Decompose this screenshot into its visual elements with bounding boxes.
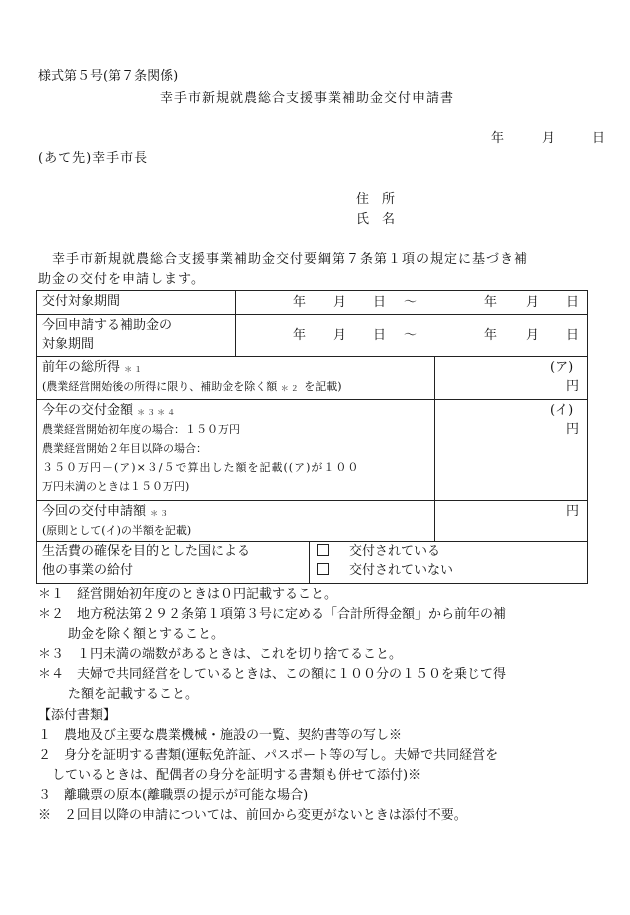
received-checkbox[interactable]: [317, 544, 329, 556]
request-mark: ＊３: [150, 509, 171, 518]
current-from-year: 年: [293, 328, 307, 343]
form-number: 様式第５号(第７条関係): [38, 69, 179, 84]
amount-line-4: 万円未満のときは１５０万円): [42, 480, 190, 493]
address-label: 住 所: [356, 192, 396, 207]
current-period-label-2: 対象期間: [42, 337, 95, 352]
note-2-line-1: ＊２ 地方税法第２９２条第１項第３号に定める「合計所得金額」から前年の補: [38, 607, 507, 622]
current-to-month: 月: [526, 328, 540, 343]
request-label: 今回の交付申請額 ＊３: [42, 504, 171, 519]
addressee: (あて先)幸手市長: [38, 151, 149, 166]
amount-unit: 円: [566, 422, 580, 437]
date-day: 日: [592, 131, 606, 146]
income-note-mark: ＊２: [280, 384, 301, 393]
amount-line-1: 農業経営開始初年度の場合：１５０万円: [42, 423, 240, 436]
date-month: 月: [542, 131, 556, 146]
other-benefit-label-2: 他の事業の給付: [42, 563, 134, 578]
current-to-year: 年: [484, 328, 498, 343]
note-3: ＊３ １円未満の端数があるときは、これを切り捨てること。: [38, 647, 403, 662]
note-4-line-1: ＊４ 夫婦で共同経営をしているときは、この額に１００分の１５０を乗じて得: [38, 667, 507, 682]
period-from-day: 日: [373, 295, 387, 310]
amount-mark: ＊３＊４: [137, 408, 178, 417]
current-period-label-1: 今回申請する補助金の: [42, 318, 173, 333]
application-table: [36, 290, 588, 584]
attachment-2-line-1: ２ 身分を証明する書類(運転免許証、パスポート等の写し。夫婦で共同経営を: [38, 748, 499, 763]
request-note: (原則として(イ)の半額を記載): [42, 524, 192, 537]
amount-line-3: ３５０万円－(ア)×３/５で算出した額を記載((ア)が１００: [42, 461, 360, 474]
attachment-note: ※ ２回目以降の申請については、前回から変更がないときは添付不要。: [38, 808, 467, 823]
period-label: 交付対象期間: [42, 294, 121, 309]
attachment-1: １ 農地及び主要な農業機械・施設の一覧、契約書等の写し※: [38, 728, 403, 743]
request-unit: 円: [566, 504, 580, 519]
document-title: 幸手市新規就農総合支援事業補助金交付申請書: [160, 91, 455, 106]
name-label: 氏 名: [356, 212, 396, 227]
current-from-day: 日: [373, 328, 387, 343]
attachment-2-line-2: しているときは、配偶者の身分を証明する書類も併せて添付)※: [52, 768, 422, 783]
attachments: [38, 707, 498, 827]
current-from-month: 月: [333, 328, 347, 343]
amount-label: 今年の交付金額 ＊３＊４: [42, 403, 178, 418]
note-2-line-2: 助金を除く額とすること。: [68, 627, 225, 642]
period-to-year: 年: [484, 295, 498, 310]
option-received[interactable]: 交付されている: [317, 543, 440, 561]
income-label: 前年の総所得 ＊１: [42, 360, 145, 375]
current-to-day: 日: [566, 328, 580, 343]
attachments-heading: 【添付書類】: [38, 708, 117, 723]
note-4-line-2: た額を記載すること。: [68, 687, 199, 702]
not-received-checkbox[interactable]: [317, 563, 329, 575]
income-mark: ＊１: [124, 365, 145, 374]
date-year: 年: [491, 131, 505, 146]
income-note: (農業経営開始後の所得に限り、補助金を除く額 ＊２ を記載): [42, 380, 342, 393]
period-tilde: ～: [404, 295, 418, 310]
period-to-day: 日: [566, 295, 580, 310]
current-tilde: ～: [404, 328, 418, 343]
income-code: (ア): [550, 360, 574, 375]
period-from-year: 年: [293, 295, 307, 310]
period-to-month: 月: [526, 295, 540, 310]
option-not-received[interactable]: 交付されていない: [317, 562, 453, 580]
intro-line-2: 助金の交付を申請します。: [38, 272, 205, 287]
other-benefit-label-1: 生活費の確保を目的とした国による: [42, 544, 251, 559]
amount-code: (イ): [550, 403, 574, 418]
footnotes: [38, 586, 506, 706]
income-unit: 円: [566, 379, 580, 394]
amount-line-2: 農業経営開始２年目以降の場合：: [42, 442, 207, 455]
note-1: ＊１ 経営開始初年度のときは０円記載すること。: [38, 587, 338, 602]
attachment-3: ３ 離職票の原本(離職票の提示が可能な場合): [38, 788, 309, 803]
period-from-month: 月: [333, 295, 347, 310]
intro-line-1: 幸手市新規就農総合支援事業補助金交付要綱第７条第１項の規定に基づき補: [38, 252, 529, 267]
